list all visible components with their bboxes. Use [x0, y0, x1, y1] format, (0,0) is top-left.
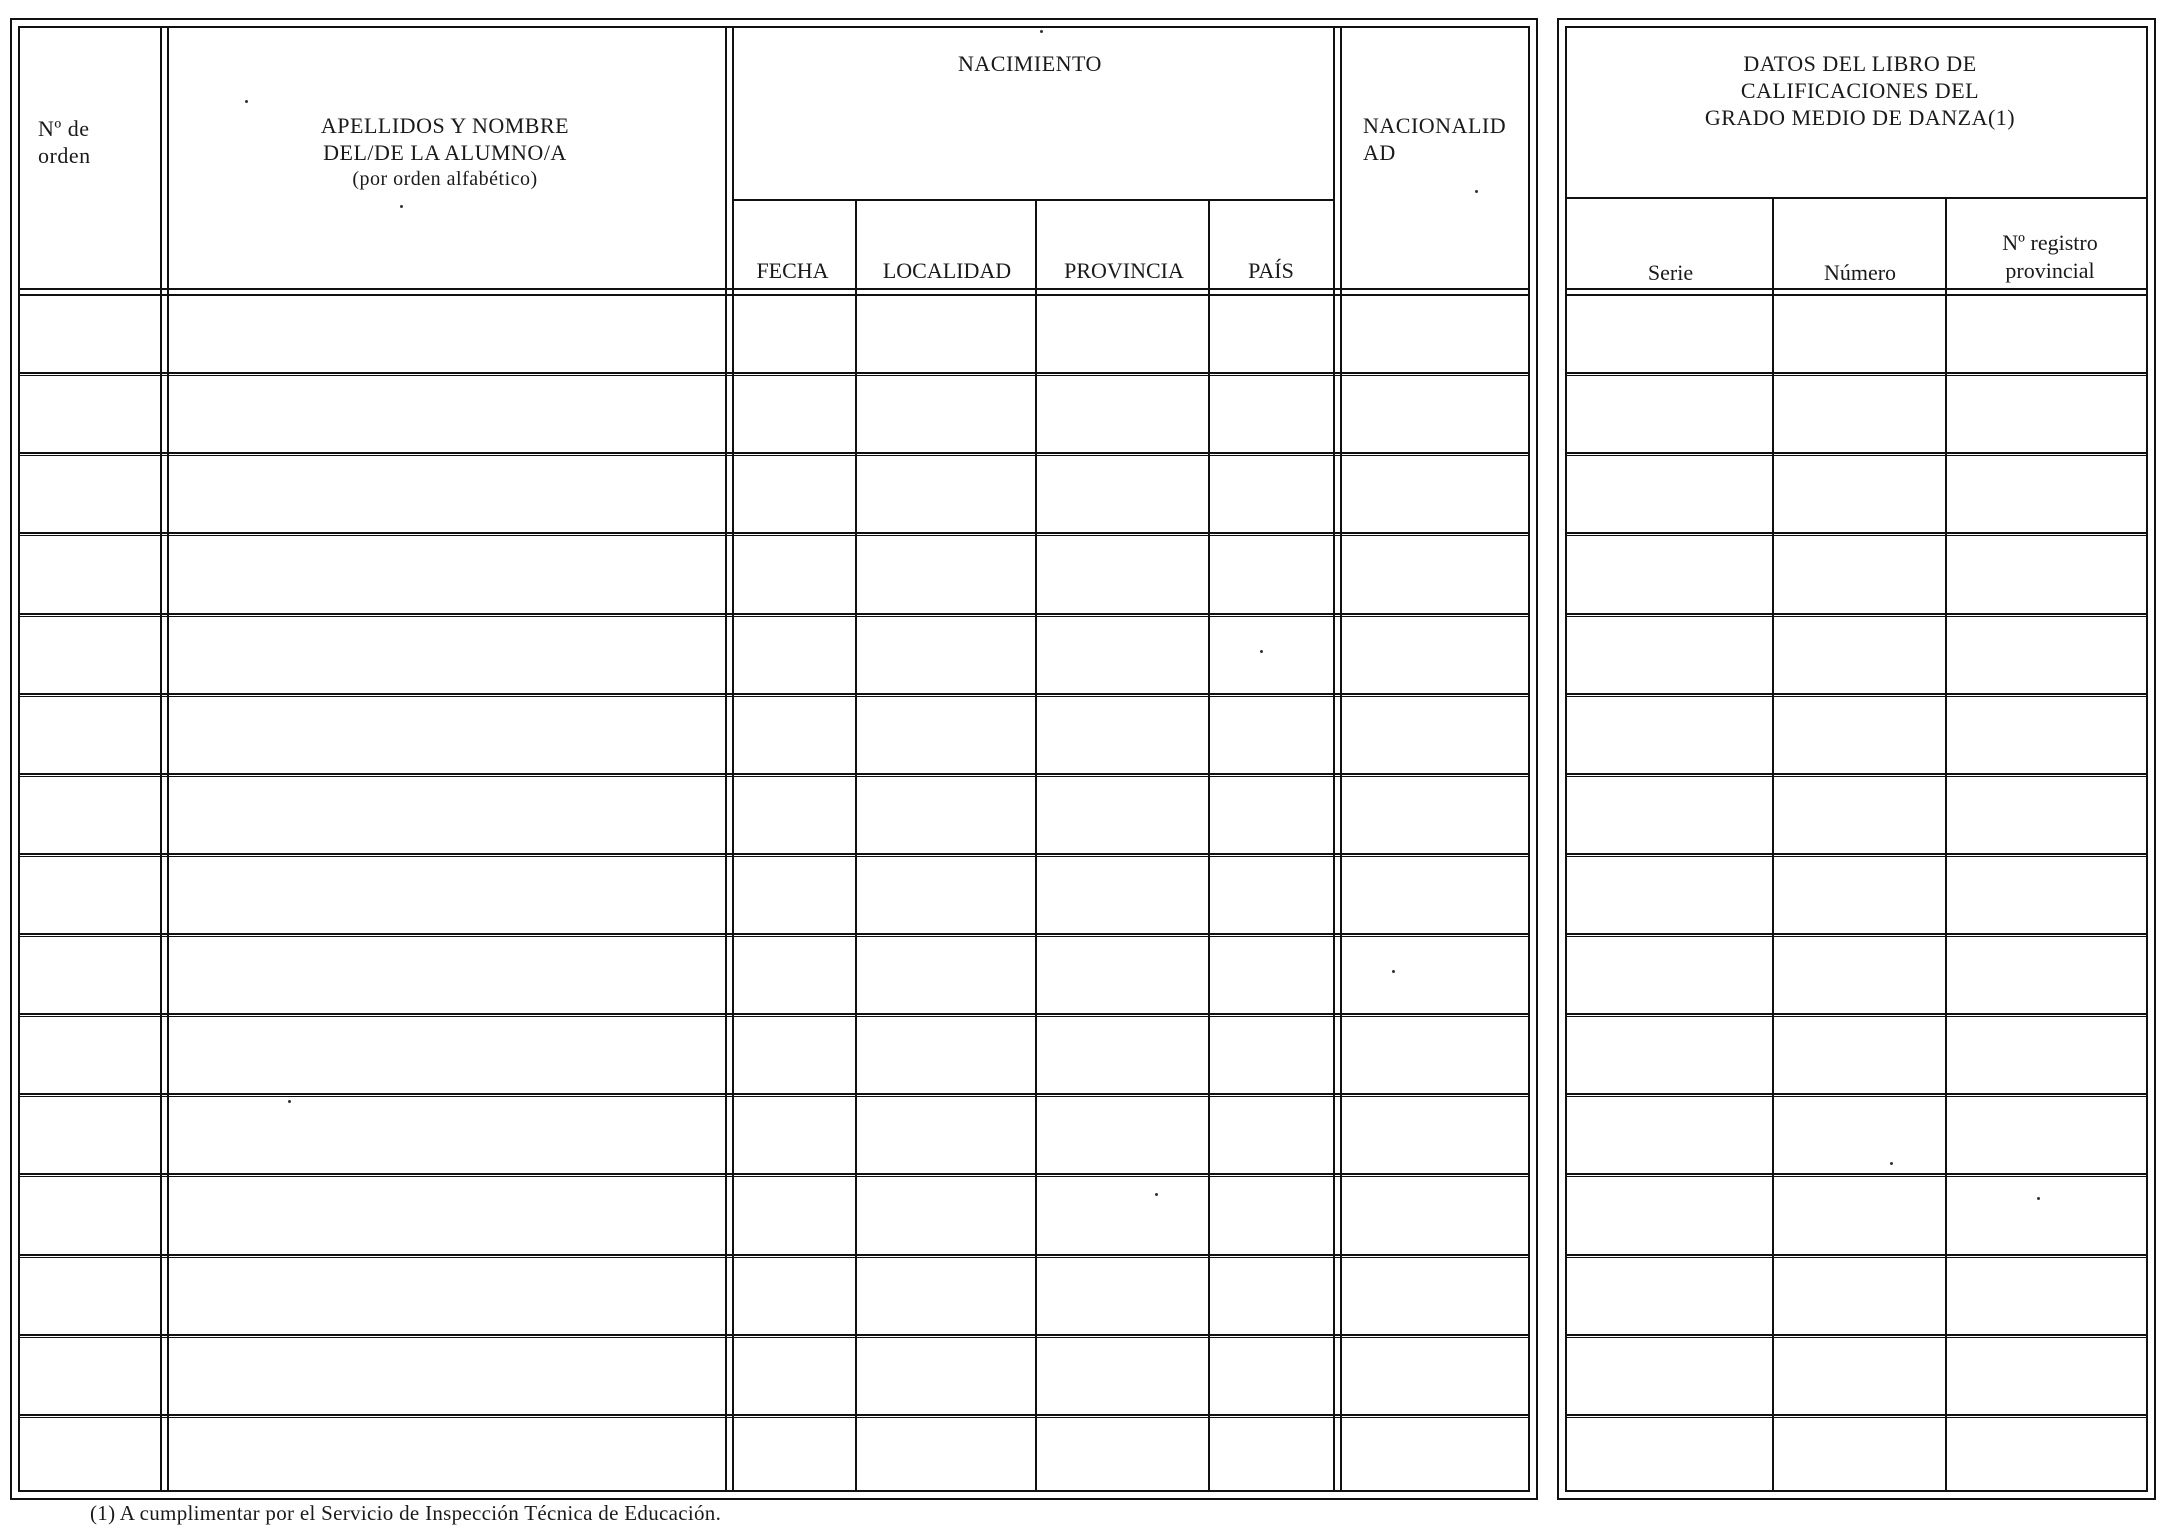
cell-nacionalidad[interactable]: [1342, 937, 1526, 1011]
row-line: [18, 1173, 1528, 1175]
outer-border: [1536, 18, 1538, 1500]
cell-registro[interactable]: [1949, 1418, 2144, 1492]
header-nombre-line2: DEL/DE LA ALUMNO/A: [323, 140, 567, 165]
cell-registro[interactable]: [1949, 296, 2144, 370]
cell-nacionalidad[interactable]: [1342, 1097, 1526, 1171]
cell-nombre[interactable]: [169, 536, 723, 611]
cell-nacionalidad[interactable]: [1342, 1258, 1526, 1332]
cell-provincia[interactable]: [1039, 937, 1206, 1011]
cell-nombre[interactable]: [169, 456, 723, 530]
cell-registro[interactable]: [1949, 376, 2144, 450]
column-divider: [1333, 26, 1335, 1492]
cell-nombre[interactable]: [169, 697, 723, 771]
header-datos-line2: CALIFICACIONES DEL: [1740, 78, 1980, 103]
cell-localidad[interactable]: [859, 376, 1033, 450]
header-localidad: LOCALIDAD: [882, 258, 1012, 283]
cell-nombre[interactable]: [169, 937, 723, 1011]
header-registro-line2: provincial: [2005, 258, 2095, 283]
outer-border: [2154, 18, 2156, 1500]
cell-numero[interactable]: [1776, 296, 1943, 370]
cell-nombre[interactable]: [169, 1097, 723, 1171]
cell-provincia[interactable]: [1039, 1338, 1206, 1412]
row-line: [1565, 853, 2146, 855]
cell-provincia[interactable]: [1039, 296, 1206, 370]
cell-serie[interactable]: [1567, 1258, 1770, 1332]
cell-provincia[interactable]: [1039, 1177, 1206, 1252]
cell-pais[interactable]: [1212, 296, 1331, 370]
cell-provincia[interactable]: [1039, 456, 1206, 530]
cell-localidad[interactable]: [859, 1177, 1033, 1252]
cell-pais[interactable]: [1212, 1418, 1331, 1492]
cell-pais[interactable]: [1212, 1017, 1331, 1091]
row-line: [18, 613, 1528, 615]
cell-provincia[interactable]: [1039, 777, 1206, 851]
cell-provincia[interactable]: [1039, 1097, 1206, 1171]
cell-numero[interactable]: [1776, 1418, 1943, 1492]
cell-fecha[interactable]: [735, 1338, 853, 1412]
scan-speck: [1155, 1193, 1158, 1196]
cell-localidad[interactable]: [859, 456, 1033, 530]
cell-serie[interactable]: [1567, 456, 1770, 530]
row-line: [1565, 1093, 2146, 1095]
cell-localidad[interactable]: [859, 1097, 1033, 1171]
row-line: [18, 532, 1528, 534]
outer-border: [1557, 18, 2154, 20]
cell-nacionalidad[interactable]: [1342, 296, 1526, 370]
cell-pais[interactable]: [1212, 1338, 1331, 1412]
cell-nacionalidad[interactable]: [1342, 536, 1526, 611]
cell-nacionalidad[interactable]: [1342, 1338, 1526, 1412]
outer-border: [2146, 26, 2148, 1492]
header-bottom: [18, 288, 1528, 290]
datos-divider: [1565, 197, 2146, 199]
cell-fecha[interactable]: [735, 857, 853, 931]
row-line: [1565, 613, 2146, 615]
cell-nacionalidad[interactable]: [1342, 857, 1526, 931]
row-line: [18, 372, 1528, 374]
cell-orden[interactable]: [20, 937, 158, 1011]
cell-nacionalidad[interactable]: [1342, 456, 1526, 530]
cell-pais[interactable]: [1212, 777, 1331, 851]
row-line: [1565, 933, 2146, 935]
row-line: [18, 1254, 1528, 1256]
header-registro-line1: Nº registro: [2002, 230, 2098, 255]
cell-provincia[interactable]: [1039, 1258, 1206, 1332]
cell-localidad[interactable]: [859, 777, 1033, 851]
cell-localidad[interactable]: [859, 1017, 1033, 1091]
cell-fecha[interactable]: [735, 1177, 853, 1252]
cell-localidad[interactable]: [859, 857, 1033, 931]
scan-speck: [288, 1100, 291, 1103]
cell-orden[interactable]: [20, 536, 158, 611]
cell-fecha[interactable]: [735, 1017, 853, 1091]
footnote: (1) A cumplimentar por el Servicio de Inspección Técnica de Educación.: [90, 1501, 722, 1525]
cell-registro[interactable]: [1949, 456, 2144, 530]
cell-registro[interactable]: [1949, 697, 2144, 771]
cell-numero[interactable]: [1776, 937, 1943, 1011]
cell-numero[interactable]: [1776, 1338, 1943, 1412]
cell-nombre[interactable]: [169, 857, 723, 931]
cell-localidad[interactable]: [859, 536, 1033, 611]
cell-pais[interactable]: [1212, 1258, 1331, 1332]
outer-border: [10, 1498, 1536, 1500]
row-line: [1565, 1414, 2146, 1416]
cell-serie[interactable]: [1567, 296, 1770, 370]
cell-provincia[interactable]: [1039, 857, 1206, 931]
cell-nacionalidad[interactable]: [1342, 777, 1526, 851]
scan-speck: [1260, 650, 1263, 653]
cell-numero[interactable]: [1776, 1017, 1943, 1091]
row-line: [18, 933, 1528, 935]
cell-serie[interactable]: [1567, 376, 1770, 450]
cell-serie[interactable]: [1567, 697, 1770, 771]
cell-registro[interactable]: [1949, 857, 2144, 931]
cell-fecha[interactable]: [735, 376, 853, 450]
cell-localidad[interactable]: [859, 1338, 1033, 1412]
cell-nombre[interactable]: [169, 376, 723, 450]
cell-fecha[interactable]: [735, 536, 853, 611]
cell-orden[interactable]: [20, 1177, 158, 1252]
cell-numero[interactable]: [1776, 1097, 1943, 1171]
cell-pais[interactable]: [1212, 456, 1331, 530]
cell-nombre[interactable]: [169, 296, 723, 370]
cell-serie[interactable]: [1567, 777, 1770, 851]
row-line: [18, 853, 1528, 855]
column-divider: [725, 26, 727, 1492]
column-divider: [732, 26, 734, 1492]
cell-nacionalidad[interactable]: [1342, 1017, 1526, 1091]
cell-fecha[interactable]: [735, 456, 853, 530]
scan-speck: [1040, 30, 1043, 33]
cell-fecha[interactable]: [735, 937, 853, 1011]
cell-numero[interactable]: [1776, 777, 1943, 851]
header-nombre-line1: APELLIDOS Y NOMBRE: [320, 113, 570, 138]
cell-serie[interactable]: [1567, 1097, 1770, 1171]
cell-registro[interactable]: [1949, 1258, 2144, 1332]
cell-numero[interactable]: [1776, 1177, 1943, 1252]
cell-nombre[interactable]: [169, 1177, 723, 1252]
cell-nacionalidad[interactable]: [1342, 376, 1526, 450]
row-line: [18, 1013, 1528, 1015]
outer-border: [1528, 26, 1530, 1492]
cell-pais[interactable]: [1212, 536, 1331, 611]
cell-nombre[interactable]: [169, 1418, 723, 1492]
cell-pais[interactable]: [1212, 1097, 1331, 1171]
cell-nacionalidad[interactable]: [1342, 617, 1526, 691]
datos-subcolumn: [1772, 197, 1774, 1492]
scan-speck: [400, 205, 403, 208]
outer-border: [10, 18, 1536, 20]
cell-serie[interactable]: [1567, 857, 1770, 931]
row-line: [1565, 1334, 2146, 1336]
cell-serie[interactable]: [1567, 937, 1770, 1011]
row-line: [1565, 1254, 2146, 1256]
cell-pais[interactable]: [1212, 376, 1331, 450]
cell-fecha[interactable]: [735, 296, 853, 370]
cell-provincia[interactable]: [1039, 697, 1206, 771]
scan-speck: [1392, 970, 1395, 973]
row-line: [18, 1334, 1528, 1336]
cell-fecha[interactable]: [735, 1258, 853, 1332]
header-provincia: PROVINCIA: [1064, 258, 1184, 283]
cell-orden[interactable]: [20, 857, 158, 931]
cell-orden[interactable]: [20, 1258, 158, 1332]
row-line: [1565, 693, 2146, 695]
cell-serie[interactable]: [1567, 617, 1770, 691]
cell-provincia[interactable]: [1039, 536, 1206, 611]
header-nombre-line3: (por orden alfabético): [352, 168, 538, 190]
cell-provincia[interactable]: [1039, 1017, 1206, 1091]
datos-subcolumn: [1945, 197, 1947, 1492]
column-divider: [160, 26, 162, 1492]
cell-pais[interactable]: [1212, 857, 1331, 931]
nacimiento-subcolumn: [855, 199, 857, 1492]
header-orden: Nº de orden: [38, 116, 91, 168]
cell-orden[interactable]: [20, 456, 158, 530]
outer-border: [10, 18, 12, 1500]
cell-nacionalidad[interactable]: [1342, 697, 1526, 771]
cell-nacionalidad[interactable]: [1342, 1418, 1526, 1492]
header-serie: Serie: [1647, 260, 1694, 285]
cell-fecha[interactable]: [735, 1418, 853, 1492]
scan-speck: [1890, 1162, 1893, 1165]
header-numero: Número: [1823, 260, 1897, 285]
cell-pais[interactable]: [1212, 937, 1331, 1011]
nacimiento-subcolumn: [1035, 199, 1037, 1492]
scan-speck: [1475, 190, 1478, 193]
cell-registro[interactable]: [1949, 1097, 2144, 1171]
cell-localidad[interactable]: [859, 697, 1033, 771]
header-fecha: FECHA: [756, 258, 829, 283]
cell-numero[interactable]: [1776, 617, 1943, 691]
cell-registro[interactable]: [1949, 1177, 2144, 1252]
cell-orden[interactable]: [20, 1418, 158, 1492]
cell-numero[interactable]: [1776, 697, 1943, 771]
cell-localidad[interactable]: [859, 937, 1033, 1011]
outer-border: [1557, 18, 1559, 1500]
cell-provincia[interactable]: [1039, 376, 1206, 450]
row-line: [18, 1093, 1528, 1095]
row-line: [1565, 532, 2146, 534]
cell-provincia[interactable]: [1039, 1418, 1206, 1492]
cell-fecha[interactable]: [735, 1097, 853, 1171]
cell-localidad[interactable]: [859, 296, 1033, 370]
row-line: [18, 773, 1528, 775]
outer-border: [1557, 1498, 2154, 1500]
cell-orden[interactable]: [20, 296, 158, 370]
header-bottom: [1565, 288, 2146, 290]
cell-localidad[interactable]: [859, 617, 1033, 691]
cell-localidad[interactable]: [859, 1258, 1033, 1332]
cell-orden[interactable]: [20, 1017, 158, 1091]
row-line: [18, 693, 1528, 695]
cell-serie[interactable]: [1567, 1017, 1770, 1091]
cell-pais[interactable]: [1212, 617, 1331, 691]
cell-pais[interactable]: [1212, 697, 1331, 771]
outer-border: [18, 26, 1528, 28]
cell-fecha[interactable]: [735, 777, 853, 851]
row-line: [1565, 1173, 2146, 1175]
cell-numero[interactable]: [1776, 536, 1943, 611]
cell-numero[interactable]: [1776, 1258, 1943, 1332]
cell-localidad[interactable]: [859, 1418, 1033, 1492]
cell-registro[interactable]: [1949, 617, 2144, 691]
cell-nombre[interactable]: [169, 1338, 723, 1412]
cell-nombre[interactable]: [169, 1017, 723, 1091]
cell-nombre[interactable]: [169, 617, 723, 691]
cell-pais[interactable]: [1212, 1177, 1331, 1252]
cell-numero[interactable]: [1776, 376, 1943, 450]
cell-fecha[interactable]: [735, 697, 853, 771]
cell-serie[interactable]: [1567, 1418, 1770, 1492]
header-datos-line3: GRADO MEDIO DE DANZA(1): [1704, 105, 2016, 130]
header-pais: PAÍS: [1248, 258, 1294, 283]
cell-registro[interactable]: [1949, 1338, 2144, 1412]
outer-border: [1565, 26, 2146, 28]
cell-registro[interactable]: [1949, 1017, 2144, 1091]
cell-registro[interactable]: [1949, 937, 2144, 1011]
header-datos-line1: DATOS DEL LIBRO DE: [1743, 51, 1977, 76]
scan-speck: [2037, 1197, 2040, 1200]
cell-orden[interactable]: [20, 777, 158, 851]
cell-serie[interactable]: [1567, 536, 1770, 611]
cell-orden[interactable]: [20, 697, 158, 771]
cell-orden[interactable]: [20, 1338, 158, 1412]
cell-serie[interactable]: [1567, 1338, 1770, 1412]
scan-speck: [245, 100, 248, 103]
row-line: [1565, 452, 2146, 454]
nacimiento-subcolumn: [1208, 199, 1210, 1492]
cell-nacionalidad[interactable]: [1342, 1177, 1526, 1252]
row-line: [18, 1414, 1528, 1416]
header-nacimiento: NACIMIENTO: [958, 51, 1102, 76]
cell-numero[interactable]: [1776, 857, 1943, 931]
cell-registro[interactable]: [1949, 536, 2144, 611]
cell-serie[interactable]: [1567, 1177, 1770, 1252]
cell-fecha[interactable]: [735, 617, 853, 691]
cell-nombre[interactable]: [169, 777, 723, 851]
cell-registro[interactable]: [1949, 777, 2144, 851]
cell-orden[interactable]: [20, 376, 158, 450]
row-line: [1565, 1013, 2146, 1015]
cell-numero[interactable]: [1776, 456, 1943, 530]
header-nacionalidad: NACIONALID AD: [1363, 113, 1507, 165]
cell-provincia[interactable]: [1039, 617, 1206, 691]
row-line: [18, 452, 1528, 454]
cell-orden[interactable]: [20, 617, 158, 691]
cell-orden[interactable]: [20, 1097, 158, 1171]
cell-nombre[interactable]: [169, 1258, 723, 1332]
row-line: [1565, 773, 2146, 775]
row-line: [1565, 372, 2146, 374]
nacimiento-divider: [733, 199, 1333, 201]
